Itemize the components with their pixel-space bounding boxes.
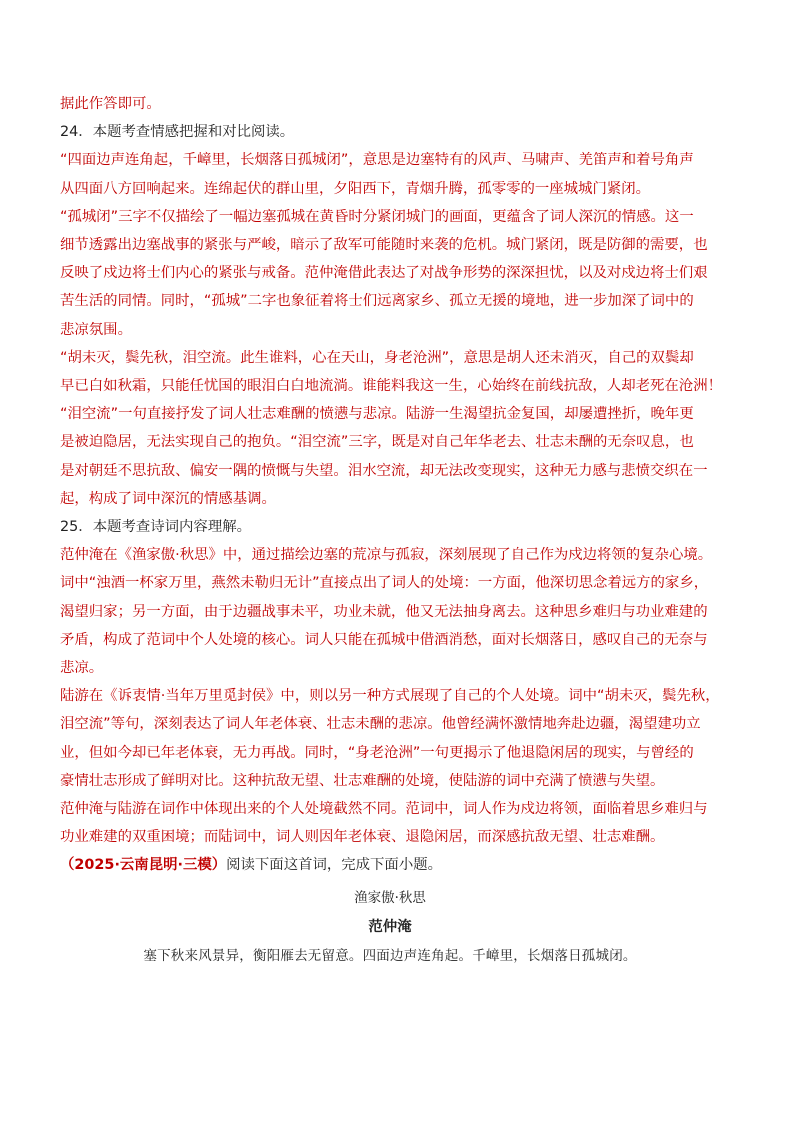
q24-heading: 24．本题考查情感把握和对比阅读。 <box>60 124 295 141</box>
poem <box>60 884 720 970</box>
answer-24 <box>60 118 720 513</box>
q25-line: 泪空流”等句，深刻表达了词人年老体衰、壮志未酬的悲凉。他曾经满怀激情地奔赴边疆，渴望建功立 <box>60 716 701 733</box>
answer-25 <box>60 513 720 851</box>
q25-line: 词中“浊酒一杯家万里，燕然未勒归无计”直接点出了词人的处境：一方面，他深切思念着远方的家乡， <box>60 575 709 592</box>
q24-line: 反映了戍边将士们内心的紧张与戒备。范仲淹借此表达了对战争形势的深深担忧，以及对戍边将士们艰 <box>60 265 708 282</box>
q24-line: 是对朝廷不思抗敌、偏安一隅的愤慨与失望。泪水空流，却无法改变现实，这种无力感与悲愤交织在一 <box>60 462 708 479</box>
q24-line: “胡未灭，鬓先秋，泪空流。此生谁料，心在天山，身老沧洲”，意思是胡人还未消灭，自己的双鬓却 <box>60 349 694 366</box>
question-instruction: 阅读下面这首词，完成下面小题。 <box>226 857 442 874</box>
q25-line: 业，但如今却已年老体衰，无力再战。同时，“身老沧洲”一句更揭示了他退隐闲居的现实，与曾经的 <box>60 744 694 761</box>
poem-author: 范仲淹 <box>368 917 412 935</box>
q24-line: 是被迫隐居，无法实现自己的抱负。“泪空流”三字，既是对自己年华老去、壮志未酬的无奈叹息，也 <box>60 434 694 451</box>
q24-line: “孤城闭”三字不仅描绘了一幅边塞孤城在黄昏时分紧闭城门的画面，更蕴含了词人深沉的情感。这一 <box>60 208 694 225</box>
poem-title: 渔家傲·秋思 <box>354 889 426 906</box>
document-page <box>60 90 720 970</box>
q24-line: 起，构成了词中深沉的情感基调。 <box>60 490 276 507</box>
q24-line: 早已白如秋霜，只能任忧国的眼泪白白地流淌。谁能料我这一生，心始终在前线抗敌，人却老死在沧洲！ <box>60 378 722 395</box>
question-source: （2025·云南昆明·三模） <box>60 857 227 874</box>
q25-line: 渴望归家；另一方面，由于边疆战事未平，功业未就，他又无法抽身离去。这种思乡难归与功业难建的 <box>60 603 708 620</box>
q25-line: 功业难建的双重困境；而陆词中，词人则因年老体衰、退隐闲居，而深感抗敌无望、壮志难酬。 <box>60 829 665 846</box>
q24-line: 细节透露出边塞战事的紧张与严峻，暗示了敌军可能随时来袭的危机。城门紧闭，既是防御的需要，也 <box>60 237 708 254</box>
q25-line: 范仲淹与陆游在词作中体现出来的个人处境截然不同。范词中，词人作为戍边将领，面临着思乡难归与 <box>60 801 708 818</box>
q25-heading: 25．本题考查诗词内容理解。 <box>60 519 251 536</box>
q25-line: 范仲淹在《渔家傲·秋思》中，通过描绘边塞的荒凉与孤寂，深刻展现了自己作为戍边将领的复杂心境。 <box>60 547 713 564</box>
q25-line: 悲凉。 <box>60 660 104 677</box>
q24-line: 从四面八方回响起来。连绵起伏的群山里，夕阳西下，青烟升腾，孤零零的一座城城门紧闭。 <box>60 180 651 197</box>
q24-line: “四面边声连角起，千嶂里，长烟落日孤城闭”，意思是边塞特有的风声、马啸声、羌笛声和着号角声 <box>60 152 694 169</box>
poem-line: 塞下秋来风景异，衡阳雁去无留意。四面边声连角起。千嶂里，长烟落日孤城闭。 <box>143 947 637 964</box>
q25-line: 陆游在《诉衷情·当年万里觅封侯》中，则以另一种方式展现了自己的个人处境。词中“胡未灭，鬓先秋， <box>60 688 720 705</box>
q24-line: 苦生活的同情。同时，“孤城”二字也象征着将士们远离家乡、孤立无援的境地，进一步加深了词中的 <box>60 293 694 310</box>
q24-line: “泪空流”一句直接抒发了词人壮志难酬的愤懑与悲凉。陆游一生渴望抗金复国，却屡遭挫折，晚年更 <box>60 406 694 423</box>
question-intro <box>60 851 720 879</box>
q24-line: 悲凉氛围。 <box>60 321 132 338</box>
intro-line: 据此作答即可。 <box>60 96 161 112</box>
q25-line: 豪情壮志形成了鲜明对比。这种抗敌无望、壮志难酬的处境，使陆游的词中充满了愤懑与失望。 <box>60 772 665 789</box>
q25-line: 矛盾，构成了范词中个人处境的核心。词人只能在孤城中借酒消愁，面对长烟落日，感叹自己的无奈与 <box>60 631 708 648</box>
